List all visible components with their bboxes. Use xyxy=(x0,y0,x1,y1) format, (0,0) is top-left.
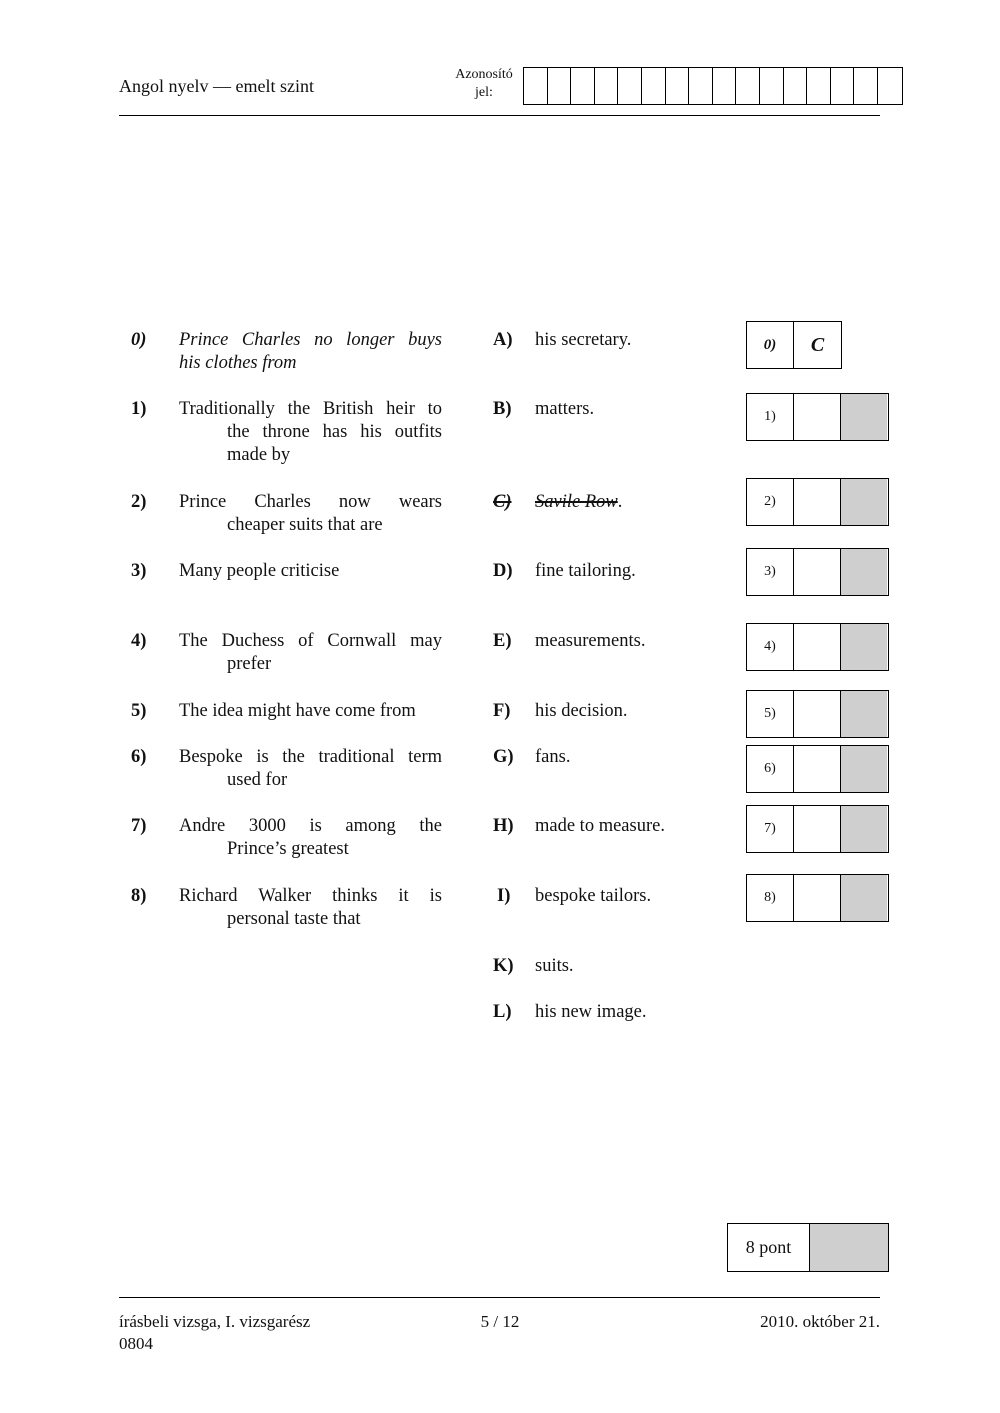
question-7 xyxy=(179,815,442,861)
question-line: used for xyxy=(227,770,288,790)
question-4 xyxy=(179,630,442,676)
option-key: B) xyxy=(493,399,512,419)
struck-option-text: Savile Row xyxy=(535,492,618,512)
option-text: suits. xyxy=(535,956,574,976)
id-cell[interactable] xyxy=(666,68,690,104)
answer-label: 6) xyxy=(747,746,794,792)
answer-input[interactable] xyxy=(794,875,841,921)
answer-input[interactable] xyxy=(794,691,841,737)
id-cell[interactable] xyxy=(784,68,808,104)
footer-left xyxy=(119,1311,310,1355)
grader-cell xyxy=(841,806,887,852)
id-code-grid[interactable] xyxy=(523,67,903,105)
answer-label: 1) xyxy=(747,394,794,440)
answer-input[interactable] xyxy=(794,806,841,852)
id-cell[interactable] xyxy=(618,68,642,104)
answer-box xyxy=(746,393,889,441)
option-text: his new image. xyxy=(535,1002,647,1022)
option-text: matters. xyxy=(535,399,595,419)
score-label: 8 pont xyxy=(728,1224,810,1271)
question-number: 4) xyxy=(131,631,147,651)
question-line: cheaper suits that are xyxy=(227,515,383,535)
answer-box xyxy=(746,478,889,526)
question-line: personal taste that xyxy=(227,909,361,929)
id-cell[interactable] xyxy=(736,68,760,104)
option-text: fans. xyxy=(535,747,571,767)
option-key: L) xyxy=(493,1002,512,1022)
question-line: Prince Charles now wears xyxy=(179,492,442,512)
question-1 xyxy=(179,398,442,467)
answer-box xyxy=(746,805,889,853)
id-cell[interactable] xyxy=(689,68,713,104)
question-8 xyxy=(179,885,442,931)
question-line: made by xyxy=(227,445,291,465)
score-grader-cell xyxy=(810,1224,888,1271)
question-line: Many people criticise xyxy=(179,561,340,581)
id-cell[interactable] xyxy=(595,68,619,104)
answer-input[interactable] xyxy=(794,394,841,440)
question-number: 6) xyxy=(131,747,147,767)
id-cell[interactable] xyxy=(713,68,737,104)
question-number: 8) xyxy=(131,886,147,906)
id-label xyxy=(450,66,518,102)
header-rule xyxy=(119,115,880,116)
option-text: his secretary. xyxy=(535,330,632,350)
answer-input[interactable] xyxy=(794,479,841,525)
option-key: E) xyxy=(493,631,512,651)
question-line: Prince’s greatest xyxy=(227,839,349,859)
option-text: measurements. xyxy=(535,631,646,651)
question-line: Bespoke is the traditional term xyxy=(179,747,442,767)
question-number-example: 0) xyxy=(131,330,147,350)
option-key: F) xyxy=(493,701,511,721)
question-number: 3) xyxy=(131,561,147,581)
question-line: Richard Walker thinks it is xyxy=(179,886,442,906)
id-cell[interactable] xyxy=(831,68,855,104)
header-subject: Angol nyelv — emelt szint xyxy=(119,76,314,96)
answer-value: C xyxy=(810,333,825,356)
grader-cell xyxy=(841,691,887,737)
id-cell[interactable] xyxy=(854,68,878,104)
grader-cell xyxy=(841,479,887,525)
option-text: his decision. xyxy=(535,701,628,721)
answer-box xyxy=(746,874,889,922)
option-text: made to measure. xyxy=(535,816,665,836)
answer-label: 0) xyxy=(747,322,794,368)
answer-box xyxy=(746,690,889,738)
id-label-line2: jel: xyxy=(475,85,493,100)
question-3 xyxy=(179,560,442,583)
question-number: 7) xyxy=(131,816,147,836)
answer-label: 7) xyxy=(747,806,794,852)
question-number: 2) xyxy=(131,492,147,512)
question-example xyxy=(179,329,442,375)
footer-rule xyxy=(119,1297,880,1298)
answer-input[interactable] xyxy=(794,624,841,670)
id-cell[interactable] xyxy=(760,68,784,104)
answer-label: 8) xyxy=(747,875,794,921)
answer-label: 4) xyxy=(747,624,794,670)
question-line: the throne has his outfits xyxy=(227,422,442,442)
answer-input[interactable] xyxy=(794,549,841,595)
grader-cell xyxy=(841,394,887,440)
answer-box xyxy=(746,548,889,596)
footer-code: 0804 xyxy=(119,1334,153,1353)
answer-box xyxy=(746,623,889,671)
grader-cell xyxy=(841,549,887,595)
id-cell[interactable] xyxy=(524,68,548,104)
score-box xyxy=(727,1223,889,1272)
question-number: 5) xyxy=(131,701,147,721)
question-line: The Duchess of Cornwall may xyxy=(179,631,442,651)
option-text: bespoke tailors. xyxy=(535,886,652,906)
id-cell[interactable] xyxy=(548,68,572,104)
question-line: his clothes from xyxy=(179,353,297,373)
question-line: Andre 3000 is among the xyxy=(179,816,442,836)
answer-label: 5) xyxy=(747,691,794,737)
option-key: I) xyxy=(497,886,511,906)
option-text-struck xyxy=(535,491,735,514)
answer-input[interactable] xyxy=(794,746,841,792)
id-cell[interactable] xyxy=(878,68,902,104)
option-key: A) xyxy=(493,330,513,350)
question-line: Prince Charles no longer buys xyxy=(179,330,442,350)
option-suffix: . xyxy=(617,492,623,512)
question-line: Traditionally the British heir to xyxy=(179,399,442,419)
id-label-line1: Azonosító xyxy=(455,67,513,82)
option-text: fine tailoring. xyxy=(535,561,636,581)
question-line: The idea might have come from xyxy=(179,701,416,721)
footer-exam-part: írásbeli vizsga, I. vizsgarész xyxy=(119,1312,311,1331)
question-line: prefer xyxy=(227,654,272,674)
option-key: D) xyxy=(493,561,513,581)
answer-box xyxy=(746,745,889,793)
question-2 xyxy=(179,491,442,537)
grader-cell xyxy=(841,875,887,921)
page-number: 5 / 12 xyxy=(480,1312,520,1331)
option-key: K) xyxy=(493,956,514,976)
grader-cell xyxy=(841,746,887,792)
grader-cell xyxy=(841,624,887,670)
question-5 xyxy=(179,700,442,723)
option-key: G) xyxy=(493,747,514,767)
question-number: 1) xyxy=(131,399,147,419)
answer-box-example xyxy=(746,321,842,369)
id-cell[interactable] xyxy=(807,68,831,104)
footer-date: 2010. október 21. xyxy=(760,1312,880,1331)
option-key: H) xyxy=(493,816,514,836)
option-key-struck: C) xyxy=(493,492,512,512)
id-cell[interactable] xyxy=(642,68,666,104)
question-6 xyxy=(179,746,442,792)
answer-label: 2) xyxy=(747,479,794,525)
answer-label: 3) xyxy=(747,549,794,595)
id-cell[interactable] xyxy=(571,68,595,104)
